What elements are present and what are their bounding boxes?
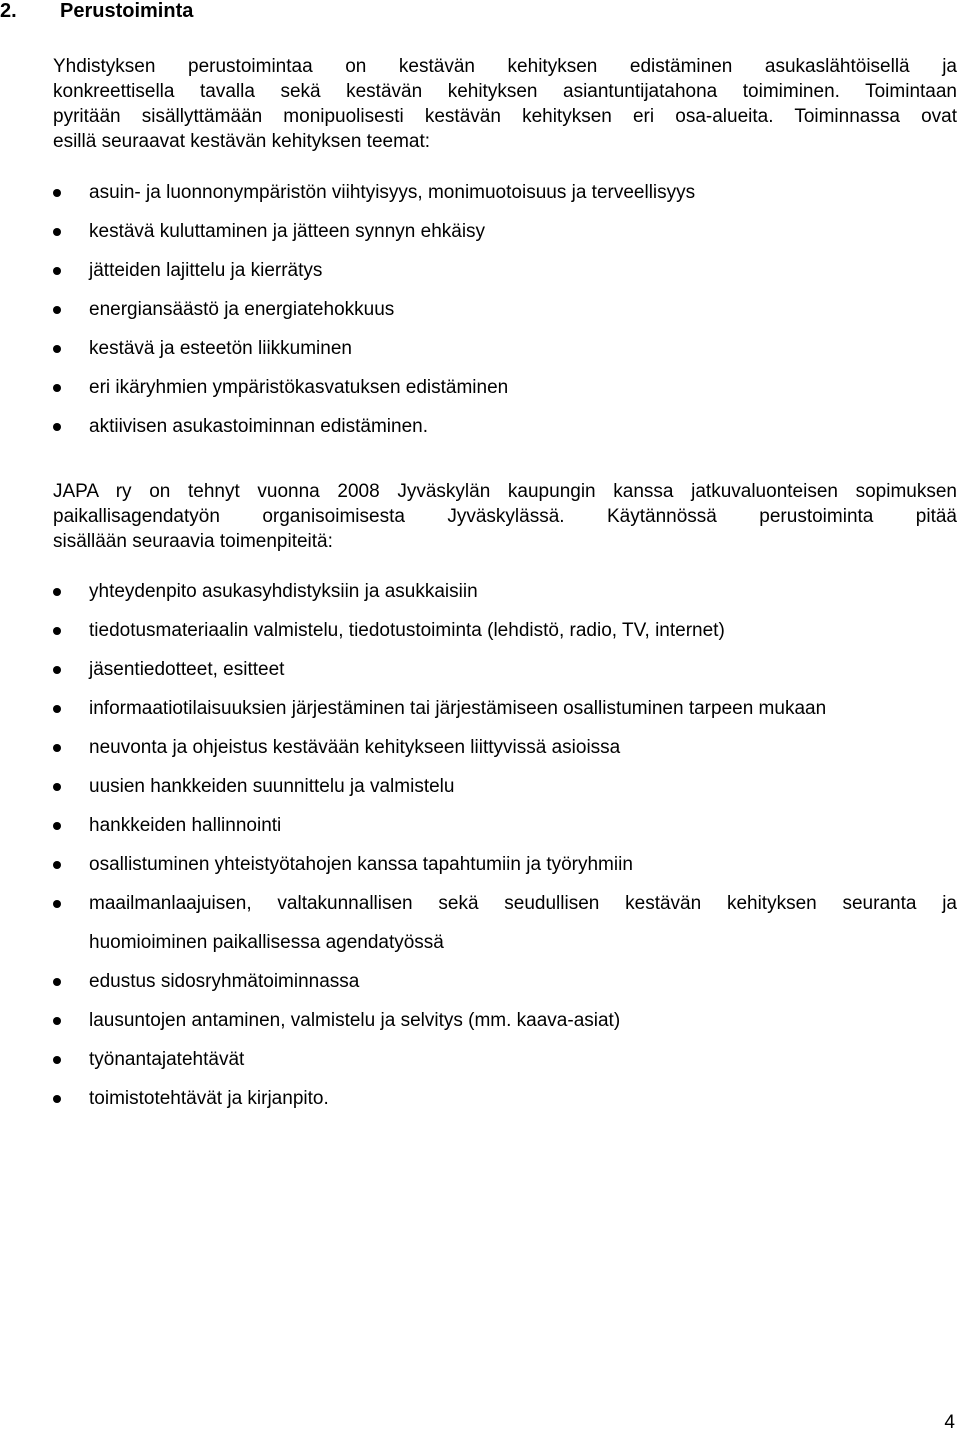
bullet-icon — [53, 1095, 61, 1103]
japa-paragraph — [53, 479, 957, 554]
bullet-icon — [53, 267, 61, 275]
section-number: 2. — [0, 0, 17, 22]
japa-line: JAPA ry on tehnyt vuonna 2008 Jyväskylän kaupungin kanssa jatkuvaluonteisen sopimuksen — [53, 481, 957, 502]
bullet-icon — [53, 744, 61, 752]
page-number: 4 — [944, 1412, 955, 1433]
bullet-icon — [53, 822, 61, 830]
bullet-icon — [53, 228, 61, 236]
bullet-icon — [53, 978, 61, 986]
japa-line: sisällään seuraavia toimenpiteitä: — [53, 531, 333, 552]
japa-line: paikallisagendatyön organisoimisesta Jyväskylässä. Käytännössä perustoiminta pitää — [53, 506, 957, 527]
bullet-icon — [53, 345, 61, 353]
bullet-icon — [53, 900, 61, 908]
section-heading — [0, 0, 193, 23]
bullet-icon — [53, 189, 61, 197]
intro-line: pyritään sisällyttämään monipuolisesti kestävän kehityksen eri osa-alueita. Toiminnassa ovat — [53, 106, 957, 127]
bullet-icon — [53, 861, 61, 869]
intro-line: konkreettisella tavalla sekä kestävän kehityksen asiantuntijatahona toimiminen. Toimintaan — [53, 81, 957, 102]
document-page: 2. Perustoiminta Yhdistyksen perustoimintaa on kestävän kehityksen edistäminen asukaslähtöisellä ja konkreettisella tavalla sekä kestävän kehityksen asiantuntijatahona toimiminen. Toimintaan pyritään sisällyttämään monipuolisesti kestävän kehityksen eri osa-alueita. Toiminnassa ovat esillä seuraavat kestävän kehityksen teemat: asuin- ja luonnonympäristön viihtyisyys, monimuotoisuus ja terveellisyys kestävä kuluttaminen ja jätteen synnyn ehkäisy jätteiden lajittelu ja kierrätys energiansäästö ja energiatehokkuus kestävä ja esteetön liikkuminen eri ikäryhmien ympäristökasvatuksen edistäminen aktiivisen asukastoiminnan edistäminen. JAPA ry on tehnyt vuonna 2008 Jyväskylän kaupungin kanssa jatkuvaluonteisen sopimuksen paikallisagendatyön organisoimisesta Jyväskylässä. Käytännössä perustoiminta pitää sisällään seuraavia toimenpiteitä: yhteydenpito asukasyhdistyksiin ja asukkaisiin tiedotusmateriaalin valmistelu, tiedotustoiminta (lehdistö, radio, TV, internet) jäsentiedotteet, esitteet informaatiotilaisuuksien järjestäminen tai järjestämiseen osallistuminen tarpeen mukaan neuvonta ja ohjeistus kestävään kehitykseen liittyvissä asioissa uusien hankkeiden suunnittelu ja valmistelu hankkeiden hallinnointi osallistuminen yhteistyötahojen kanssa tapahtumiin ja työryhmiin maailmanlaajuisen, valtakunnallisen sekä seudullisen kestävän kehityksen seuranta ja huomioiminen paikallisessa agendatyössä edustus sidosryhmätoiminnassa lausuntojen antaminen, valmistelu ja selvitys (mm. kaava-asiat) työnantajatehtävät toimistotehtävät ja kirjanpito. 4 — [0, 0, 957, 1433]
section-title: Perustoiminta — [60, 0, 194, 22]
bullet-icon — [53, 588, 61, 596]
bullet-icon — [53, 384, 61, 392]
bullet-icon — [53, 423, 61, 431]
bullet-icon — [53, 783, 61, 791]
bullet-icon — [53, 627, 61, 635]
bullet-icon — [53, 1056, 61, 1064]
intro-line: Yhdistyksen perustoimintaa on kestävän kehityksen edistäminen asukaslähtöisellä ja — [53, 56, 957, 77]
bullet-icon — [53, 1017, 61, 1025]
intro-line: esillä seuraavat kestävän kehityksen teemat: — [53, 131, 431, 152]
bullet-icon — [53, 306, 61, 314]
bullet-icon — [53, 705, 61, 713]
intro-paragraph — [53, 54, 957, 154]
bullet-icon — [53, 666, 61, 674]
